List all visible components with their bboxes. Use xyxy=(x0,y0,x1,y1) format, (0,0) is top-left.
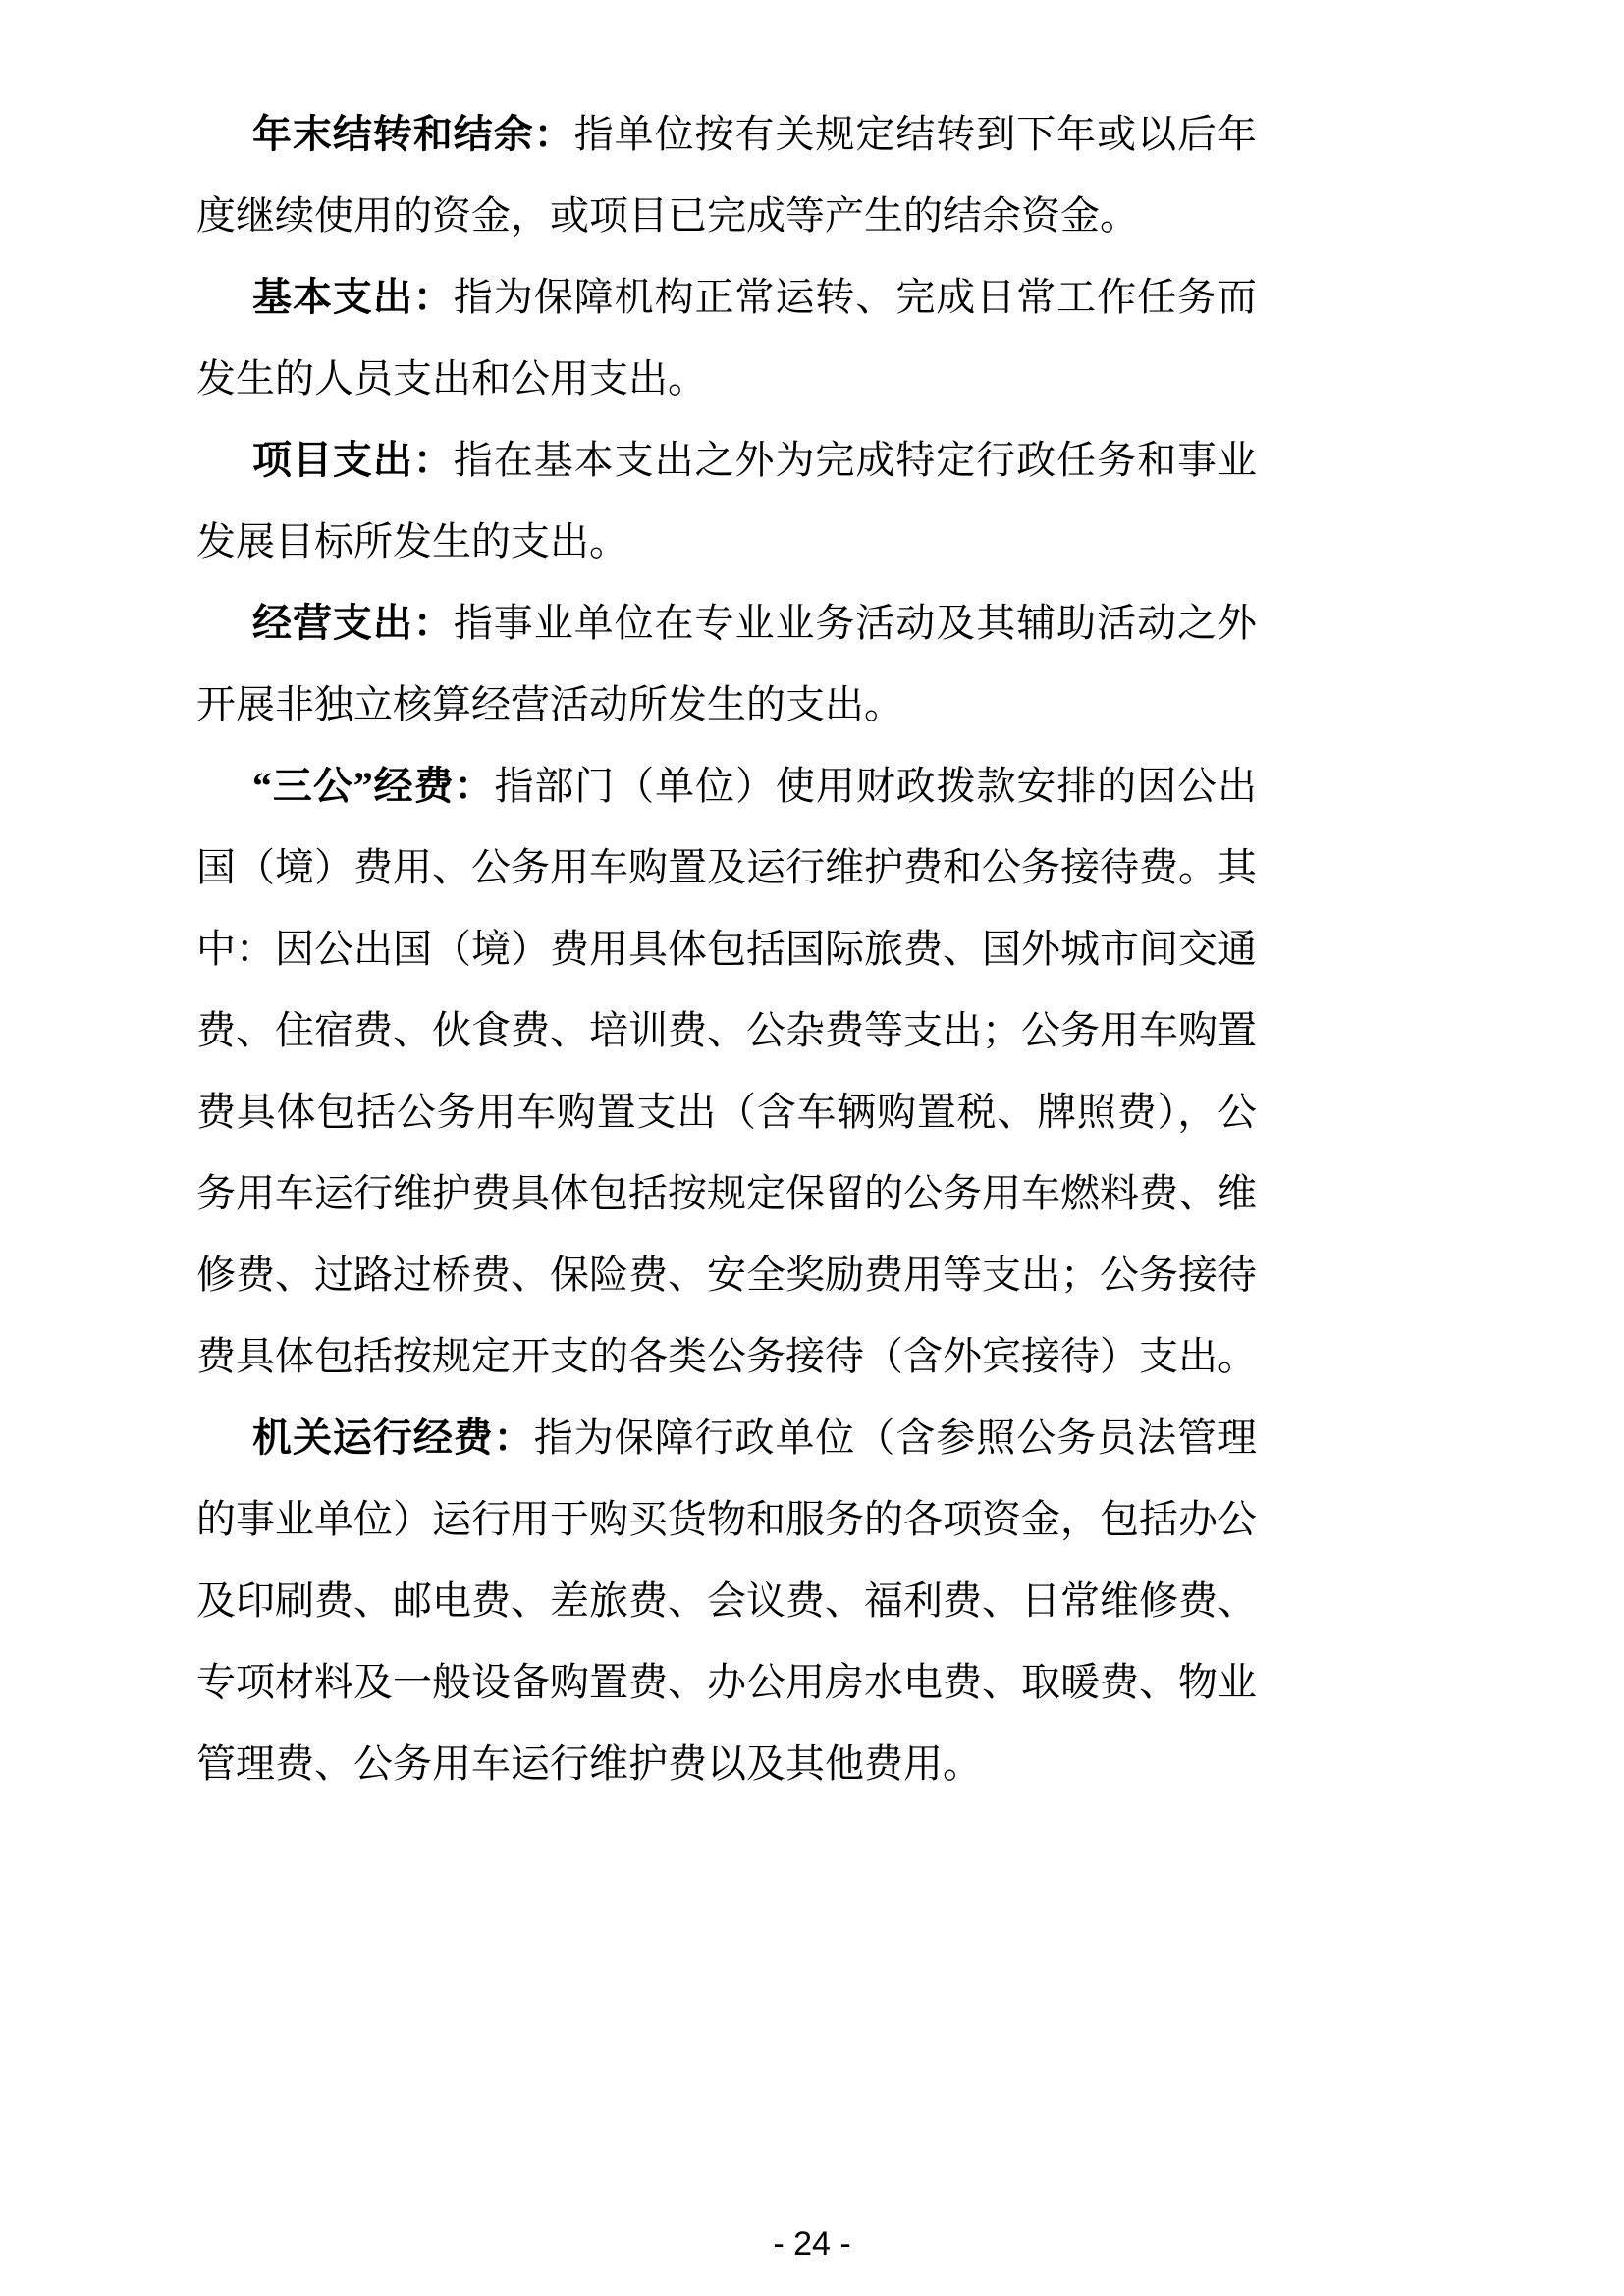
definition-body: 指部门（单位）使用财政拨款安排的因公出国（境）费用、公务用车购置及运行维护费和公务接待费。其中：因公出国（境）费用具体包括国际旅费、国外城市间交通费、住宿费、伙食费、培训费、公杂费等支出；公务用车购置费具体包括公务用车购置支出（含车辆购置税、牌照费），公务用车运行维护费具体包括按规定保留的公务用车燃料费、维修费、过路过桥费、保险费、安全奖励费用等支出；公务接待费具体包括按规定开支的各类公务接待（含外宾接待）支出。 xyxy=(196,764,1258,1378)
definition-term: 基本支出： xyxy=(252,275,454,319)
definition-body: 指事业单位在专业业务活动及其辅助活动之外开展非独立核算经营活动所发生的支出。 xyxy=(196,601,1258,726)
definition-term: 机关运行经费： xyxy=(252,1415,534,1460)
definition-paragraph-project-expenditure xyxy=(196,419,1257,582)
definition-paragraph-basic-expenditure xyxy=(196,256,1257,419)
page-number: - 24 - xyxy=(773,2225,851,2263)
definition-body: 指为保障机构正常运转、完成日常工作任务而发生的人员支出和公用支出。 xyxy=(196,275,1258,400)
definition-paragraph-agency-operating-funds xyxy=(196,1397,1257,1804)
definition-term: “三公”经费： xyxy=(252,764,495,808)
definition-body: 指为保障行政单位（含参照公务员法管理的事业单位）运行用于购买货物和服务的各项资金，包括办公及印刷费、邮电费、差旅费、会议费、福利费、日常维修费、专项材料及一般设备购置费、办公用房水电费、取暖费、物业管理费、公务用车运行维护费以及其他费用。 xyxy=(196,1415,1258,1786)
definition-term: 年末结转和结余： xyxy=(252,112,574,156)
definition-body: 指单位按有关规定结转到下年或以后年度继续使用的资金，或项目已完成等产生的结余资金。 xyxy=(196,112,1258,238)
definition-paragraph-three-public-funds xyxy=(196,745,1257,1397)
definition-term: 经营支出： xyxy=(252,601,454,645)
definition-term: 项目支出： xyxy=(252,438,454,482)
definition-paragraph-operating-expenditure xyxy=(196,582,1257,745)
definitions-text-block xyxy=(196,93,1257,1804)
definition-paragraph-year-end-carryover xyxy=(196,93,1257,256)
definition-body: 指在基本支出之外为完成特定行政任务和事业发展目标所发生的支出。 xyxy=(196,438,1258,563)
